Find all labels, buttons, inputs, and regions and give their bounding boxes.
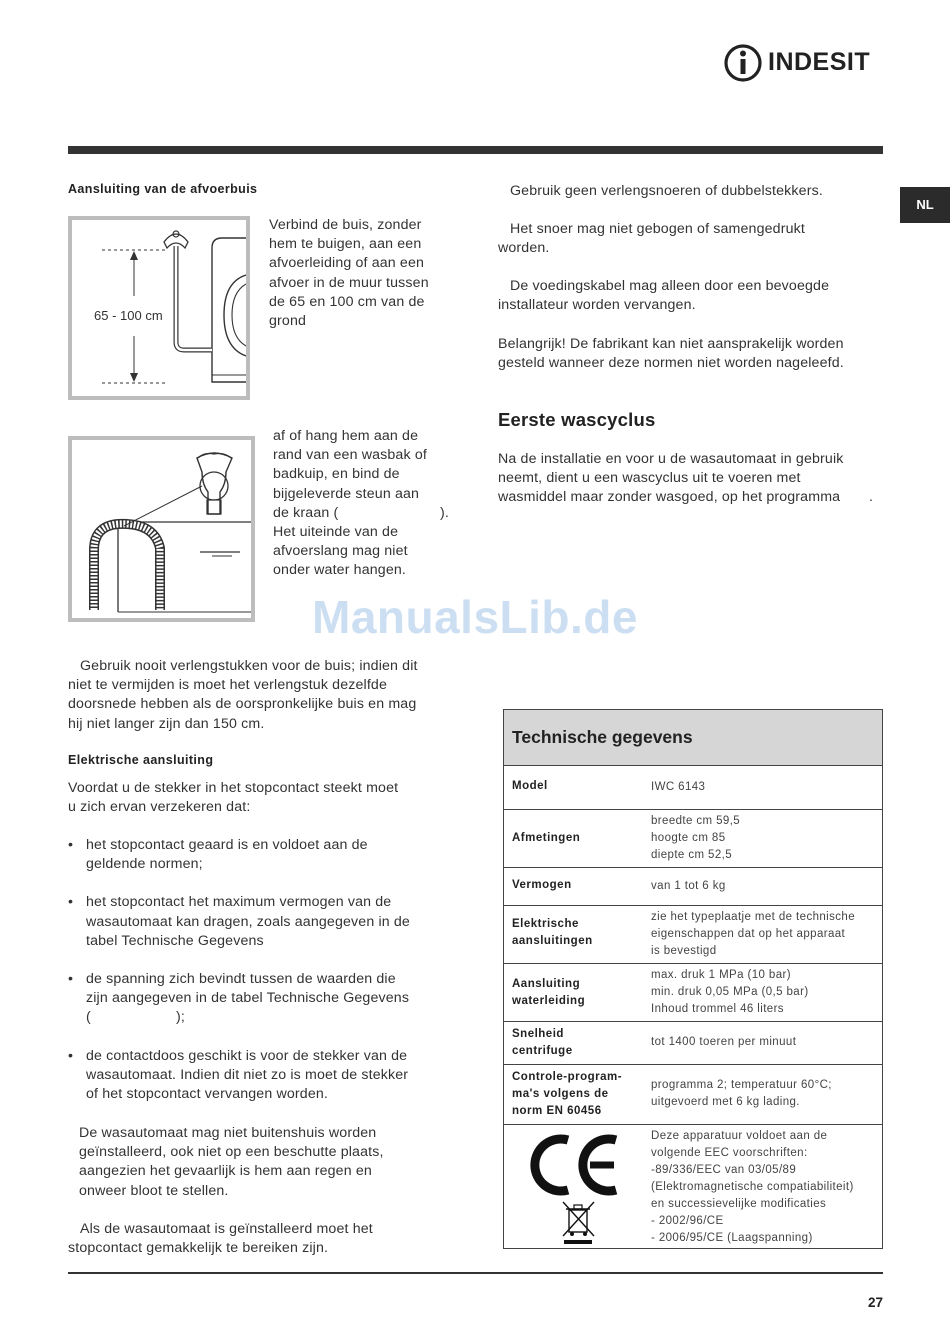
text-line: gesteld wanneer deze normen niet worden nageleefd. [498,355,844,372]
label-line: Afmetingen [512,832,581,844]
drain-height-figure [68,216,250,400]
text-line: Gebruik nooit verlengstukken voor de buis; indien dit [80,658,418,674]
text-line: wasautomaat. Indien dit niet zo is moet de stekker [86,1066,409,1083]
text-line: geïnstalleerd, ook niet op een beschutte plaats, [79,1144,384,1161]
text-line: De voedingskabel mag alleen door een bevoegde [510,278,830,294]
table-title: Technische gegevens [512,727,693,747]
fig2-caption [273,427,449,581]
value-line: uitgevoerd met 6 kg lading. [651,1096,800,1108]
text-line: onweer bloot te stellen. [79,1182,229,1199]
extension-paragraph [68,657,418,734]
text-line: het stopcontact het maximum vermogen van de [86,894,392,911]
text-line: de spanning zich bevindt tussen de waarden die [86,971,396,988]
text-line: afvoerslang mag niet [273,543,408,560]
label-line: Snelheid [512,1028,564,1040]
row-label [512,1026,573,1060]
value-line: min. druk 0,05 MPa (0,5 bar) [651,986,809,998]
footer-rule [68,1272,883,1274]
value-line: programma 2; temperatuur 60°C; [651,1079,832,1091]
installed-paragraph [68,1220,373,1258]
text-line: Verbind de buis, zonder [269,217,422,233]
text-line: tabel Technische Gegevens [86,932,264,949]
text-line: zijn aangegeven in de tabel Technische Gegevens [86,990,410,1007]
indesit-logo [724,40,884,84]
value-line: eigenschappen dat op het apparaat [651,928,846,940]
bullet-dot: • [68,894,74,911]
fig1-caption [269,216,429,331]
text-line [86,1008,468,1027]
label-line: centrifuge [512,1045,573,1057]
label-line: waterleiding [512,995,586,1007]
text-line: af of hang hem aan de [273,428,419,444]
table-row [504,1065,882,1125]
value-line: tot 1400 toeren per minuut [651,1036,797,1048]
right-p1: Gebruik geen verlengsnoeren of dubbelstekkers. [510,183,823,199]
value-line: Inhoud trommel 46 liters [651,1003,784,1015]
row-value [651,909,855,960]
text-line: Belangrijk! De fabrikant kan niet aansprakelijk worden [498,336,844,352]
text-line: afvoerleiding of aan een [269,255,425,272]
text-line: bijgeleverde steun aan [273,485,420,502]
text-line [273,504,449,523]
right-p4 [498,335,844,373]
text-line: geldende normen; [86,856,203,873]
text-line: onder water hangen. [273,562,406,579]
table-header [504,710,882,766]
language-tab: NL [900,187,950,223]
text-line: u zich ervan verzekeren dat: [68,799,251,816]
row-value [651,967,809,1018]
row-label [512,1069,622,1120]
row-label [512,916,593,950]
label-line: aansluitingen [512,935,593,947]
ce-mark-icon [524,1128,634,1246]
right-p3 [498,277,829,315]
row-label [512,778,548,795]
list-item [68,893,468,951]
row-label [512,877,572,894]
bullet-dot: • [68,837,74,853]
text-line: neemt, dient u een wascyclus uit te voeren met [498,470,801,487]
bullet-dot: • [68,971,74,988]
text-fragment: ( [86,1009,91,1026]
value-line: diepte cm 52,5 [651,849,733,861]
row-value [651,1034,796,1051]
text-line: stopcontact gemakkelijk te bereiken zijn. [68,1240,329,1257]
text-line: doorsnede hebben als de oorspronkelijke buis en mag [68,696,417,713]
outdoor-paragraph [79,1124,384,1201]
text-line: de contactdoos geschikt is voor de stekker van de [86,1047,408,1064]
first-wash-text [498,450,888,508]
text-fragment: wasmiddel maar zonder wasgoed, op het programma [498,489,841,506]
text-line: wasautomaat kan dragen, zoals aangegeven in de [86,913,410,930]
label-line: ma's volgens de [512,1088,609,1100]
text-line: afvoer in de muur tussen [269,274,429,291]
drain-heading: Aansluiting van de afvoerbuis [68,182,258,196]
technical-data-table [503,709,883,1249]
text-line: hem te buigen, aan een [269,236,422,253]
text-line: hij niet langer zijn dan 150 cm. [68,715,265,732]
right-p2 [498,220,805,258]
label-line: Controle-program- [512,1071,623,1083]
header-rule [68,146,883,154]
row-label [512,830,580,847]
label-line: norm EN 60456 [512,1105,602,1117]
first-wash-heading: Eerste wascyclus [498,409,656,430]
text-line: aangezien het gevaarlijk is hem aan regen en [79,1163,372,1180]
text-line: de 65 en 100 cm van de [269,293,425,310]
value-line: en successievelijke modificaties [651,1198,827,1210]
text-fragment: ); [176,1009,185,1026]
row-value [651,813,740,864]
table-row [504,868,882,906]
value-line: - 2002/96/CE [651,1215,724,1227]
value-line: is bevestigd [651,945,717,957]
height-range-label: 65 - 100 cm [94,308,163,323]
table-row [504,906,882,964]
text-line [498,488,888,507]
row-label [512,976,585,1010]
bullet-dot: • [68,1047,74,1064]
label-line: Model [512,780,548,792]
value-line: van 1 tot 6 kg [651,880,726,892]
text-line: Als de wasautomaat is geïnstalleerd moet het [80,1221,373,1237]
electric-heading: Elektrische aansluiting [68,753,214,767]
ce-compliance-text [651,1128,854,1247]
table-row [504,766,882,810]
weee-bin-icon [563,1202,594,1244]
watermark: ManualsLib.de [312,591,638,643]
table-row [504,964,882,1022]
text-line: worden. [498,240,550,257]
text-line: of het stopcontact vervangen worden. [86,1086,329,1103]
text-fragment: . [869,489,874,506]
value-line: volgende EEC voorschriften: [651,1147,808,1159]
text-line: badkuip, en bind de [273,466,400,483]
text-fragment: de kraan ( [273,504,339,521]
list-item [68,836,468,874]
value-line: - 2006/95/CE (Laagspanning) [651,1232,813,1244]
label-line: Aansluiting [512,978,581,990]
text-line: installateur worden vervangen. [498,297,696,314]
value-line: -89/336/EEC van 03/05/89 [651,1164,797,1176]
list-item [68,970,468,1028]
text-line: rand van een wasbak of [273,447,427,464]
table-row-ce [504,1125,882,1249]
electric-intro [68,779,398,817]
value-line: hoogte cm 85 [651,832,726,844]
value-line: zie het typeplaatje met de technische [651,911,856,923]
text-line: grond [269,313,307,330]
label-line: Vermogen [512,879,572,891]
value-line: (Elektromagnetische compatiabiliteit) [651,1181,854,1193]
text-line: het stopcontact geaard is en voldoet aan de [86,837,368,853]
text-line: Na de installatie en voor u de wasautomaat in gebruik [498,451,844,467]
text-line: De wasautomaat mag niet buitenshuis worden [79,1125,377,1141]
brand-name: INDESIT [768,48,871,76]
row-value [651,1077,832,1111]
value-line: Deze apparatuur voldoet aan de [651,1130,828,1142]
row-value [651,878,726,895]
value-line: max. druk 1 MPa (10 bar) [651,969,791,981]
text-fragment: ). [440,504,449,521]
value-line: IWC 6143 [651,781,706,793]
list-item [68,1047,468,1105]
text-line: Het uiteinde van de [273,524,399,541]
text-line: Voordat u de stekker in het stopcontact steekt moet [68,780,399,796]
table-row [504,1022,882,1065]
bullet-list [68,836,468,1104]
page-number: 27 [867,1295,883,1310]
label-line: Elektrische [512,918,579,930]
text-line: niet te vermijden is moet het verlengstuk dezelfde [68,677,388,694]
text-line: Het snoer mag niet gebogen of samengedrukt [510,221,805,237]
row-value [651,779,705,796]
indesit-logo-icon [724,40,764,84]
value-line: breedte cm 59,5 [651,815,741,827]
table-row [504,810,882,868]
